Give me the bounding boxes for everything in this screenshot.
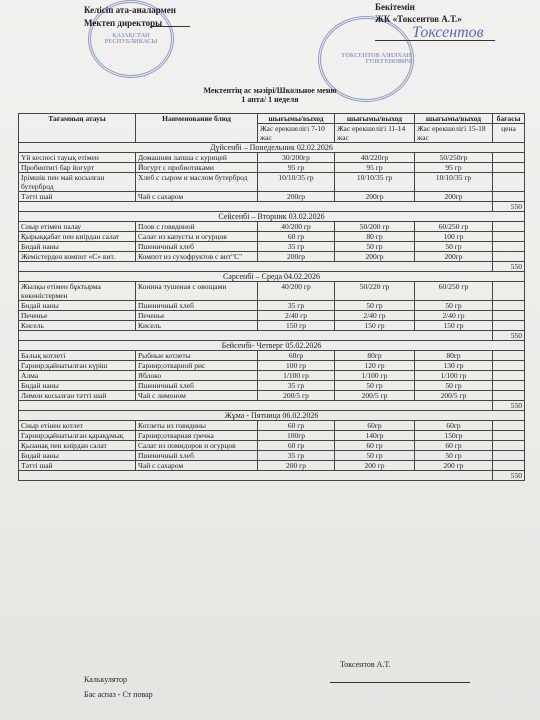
yield-11-14: 95 гр [335, 163, 415, 173]
day-title: Жұма - Пятница 06.02.2026 [19, 411, 525, 421]
total-spacer [19, 262, 493, 272]
day-total-row [19, 331, 525, 341]
yield-15-18: 50 гр [415, 451, 493, 461]
dish-name-kz: Гарнир;қайнатылған күріш [19, 361, 136, 371]
price-cell [493, 282, 525, 301]
yield-7-10: 60 гр [258, 441, 335, 451]
yield-7-10: 60гр [258, 351, 335, 361]
yield-7-10: 35 гр [258, 381, 335, 391]
dish-name-ru: Йогурт с пробиотиками [136, 163, 258, 173]
dish-name-kz: Бидай наны [19, 242, 136, 252]
menu-row [19, 192, 525, 202]
menu-row [19, 391, 525, 401]
menu-row [19, 431, 525, 441]
yield-7-10: 150 гр [258, 321, 335, 331]
yield-11-14: 50 гр [335, 381, 415, 391]
price-cell [493, 153, 525, 163]
approval-right [375, 1, 462, 25]
yield-7-10: 100 гр [258, 361, 335, 371]
dish-name-ru: Рыбные котлеты [136, 351, 258, 361]
day-total-price: 550 [493, 401, 525, 411]
dish-name-ru: Гарнир;отварная гречка [136, 431, 258, 441]
dish-name-ru: Салат из помидоров и огурцов [136, 441, 258, 451]
dish-name-ru: Салат из капусты и огурцов [136, 232, 258, 242]
yield-15-18: 150 гр [415, 321, 493, 331]
dish-name-kz: Қырыққабат пен киірдан салат [19, 232, 136, 242]
day-total-price: 550 [493, 202, 525, 212]
yield-11-14: 200 гр [335, 461, 415, 471]
yield-7-10: 60 гр [258, 232, 335, 242]
menu-row [19, 232, 525, 242]
dish-name-ru: Котлеты из говядины [136, 421, 258, 431]
dish-name-ru: Чай с лимоном [136, 391, 258, 401]
yield-15-18: 95 гр [415, 163, 493, 173]
day-total-price: 550 [493, 262, 525, 272]
price-cell [493, 351, 525, 361]
dish-name-kz: Лимон косылған тәтті шай [19, 391, 136, 401]
yield-7-10: 30/200гр [258, 153, 335, 163]
yield-11-14: 200гр [335, 192, 415, 202]
header-age-3: Жас ерекшелігі 15-18 жас [415, 124, 493, 143]
yield-11-14: 1/100 гр [335, 371, 415, 381]
dish-name-kz: Сиыр етімен палау [19, 222, 136, 232]
menu-title: Мектептің ас мәзірі/Школьное меню [203, 86, 337, 95]
yield-11-14: 50 гр [335, 451, 415, 461]
yield-7-10: 35 гр [258, 451, 335, 461]
approval-right-line2: ЖК «Токсентов А.Т.» [375, 14, 462, 24]
header-age-1: Жас ерекшелігі 7-10 жас [258, 124, 335, 143]
menu-row [19, 173, 525, 192]
dish-name-kz: Ірімшік пен май косылған бутерброд [19, 173, 136, 192]
dish-name-ru: Чай с сахаром [136, 461, 258, 471]
day-total-row [19, 471, 525, 481]
yield-15-18: 200гр [415, 252, 493, 262]
dish-name-kz: Жемістерден компот «С» вит. [19, 252, 136, 262]
header-yield-3: шығымы/выход [415, 114, 493, 124]
dish-name-kz: Тәтті шай [19, 192, 136, 202]
price-cell [493, 173, 525, 192]
menu-row [19, 321, 525, 331]
yield-15-18: 2/40 гр [415, 311, 493, 321]
approval-left-line2: Мектеп директоры [84, 18, 163, 28]
yield-11-14: 50/200 гр [335, 222, 415, 232]
menu-row [19, 351, 525, 361]
day-header-row [19, 411, 525, 421]
yield-15-18: 150гр [415, 431, 493, 441]
day-total-price: 550 [493, 331, 525, 341]
yield-7-10: 40/200 гр [258, 282, 335, 301]
yield-11-14: 150 гр [335, 321, 415, 331]
dish-name-kz: Бидай наны [19, 301, 136, 311]
stamp-left: ҚАЗАҚСТАН РЕСПУБЛИКАСЫ [88, 0, 174, 78]
yield-15-18: 60 гр [415, 441, 493, 451]
yield-7-10: 95 гр [258, 163, 335, 173]
yield-15-18: 130 гр [415, 361, 493, 371]
price-cell [493, 461, 525, 471]
dish-name-kz: Тәтті шай [19, 461, 136, 471]
dish-name-ru: Пшеничный хлеб [136, 451, 258, 461]
dish-name-kz: Бидай наны [19, 451, 136, 461]
dish-name-kz: Үй кеспесі тауық етімен [19, 153, 136, 163]
price-cell [493, 311, 525, 321]
yield-11-14: 40/220гр [335, 153, 415, 163]
dish-name-ru: Конина тушеная с овощами [136, 282, 258, 301]
price-cell [493, 391, 525, 401]
day-header-row [19, 272, 525, 282]
yield-7-10: 200 гр [258, 461, 335, 471]
yield-7-10: 40/200 гр [258, 222, 335, 232]
yield-11-14: 140гр [335, 431, 415, 441]
yield-11-14: 60гр [335, 421, 415, 431]
menu-row [19, 242, 525, 252]
price-cell [493, 232, 525, 242]
dish-name-ru: Хлеб с сыром и маслом бутерброд [136, 173, 258, 192]
price-cell [493, 192, 525, 202]
day-title: Дүйсенбі – Понедельник 02.02.2026 [19, 143, 525, 153]
dish-name-ru: Домашняя лапша с курицей [136, 153, 258, 163]
yield-15-18: 200гр [415, 192, 493, 202]
dish-name-kz: Жылқы етімен бұктырма көкөністермен [19, 282, 136, 301]
menu-row [19, 163, 525, 173]
day-title: Сәрсенбі – Среда 04.02.2026 [19, 272, 525, 282]
dish-name-kz: Балық котлеті [19, 351, 136, 361]
dish-name-ru: Гарнир;отварной рис [136, 361, 258, 371]
dish-name-kz: Сиыр етінен котлет [19, 421, 136, 431]
price-cell [493, 301, 525, 311]
price-cell [493, 421, 525, 431]
price-cell [493, 222, 525, 232]
header-yield-1: шығымы/выход [258, 114, 335, 124]
dish-name-kz: Бидай наны [19, 381, 136, 391]
menu-row [19, 361, 525, 371]
yield-15-18: 50/250гр [415, 153, 493, 163]
yield-11-14: 60 гр [335, 441, 415, 451]
yield-11-14: 200гр [335, 252, 415, 262]
menu-row [19, 252, 525, 262]
total-spacer [19, 471, 493, 481]
signature: Токсентов [412, 24, 484, 41]
yield-15-18: 1/100 гр [415, 371, 493, 381]
yield-7-10: 200гр [258, 192, 335, 202]
yield-7-10: 35 гр [258, 301, 335, 311]
yield-11-14: 2/40 гр [335, 311, 415, 321]
signer-line [330, 682, 470, 683]
dish-name-kz: Қызанақ пен киірдан салат [19, 441, 136, 451]
signature-line-right [375, 40, 495, 41]
dish-name-kz: Гарнир;қайнатылған қарақұмық [19, 431, 136, 441]
price-cell [493, 163, 525, 173]
menu-row [19, 421, 525, 431]
price-cell [493, 441, 525, 451]
day-total-row [19, 262, 525, 272]
chef-label: Бас аспаз - Ст повар [84, 690, 153, 699]
yield-7-10: 35 гр [258, 242, 335, 252]
price-cell [493, 361, 525, 371]
yield-15-18: 60гр [415, 421, 493, 431]
day-title: Сейсенбі – Вторник 03.02.2026 [19, 212, 525, 222]
day-total-row [19, 202, 525, 212]
header-name-kz: Тағамның атауы [19, 114, 136, 143]
yield-15-18: 50 гр [415, 301, 493, 311]
approval-left-line1: Келісіп ата-аналармен [84, 5, 176, 15]
yield-15-18: 50 гр [415, 381, 493, 391]
day-header-row [19, 143, 525, 153]
yield-11-14: 200/5 гр [335, 391, 415, 401]
menu-row [19, 311, 525, 321]
price-cell [493, 321, 525, 331]
price-cell [493, 431, 525, 441]
yield-15-18: 60/250 гр [415, 222, 493, 232]
header-yield-2: шығымы/выход [335, 114, 415, 124]
yield-15-18: 50 гр [415, 242, 493, 252]
price-cell [493, 381, 525, 391]
price-cell [493, 371, 525, 381]
dish-name-ru: Пшеничный хлеб [136, 242, 258, 252]
dish-name-kz: Алма [19, 371, 136, 381]
menu-table [18, 113, 525, 481]
dish-name-ru: Пшеничный хлеб [136, 301, 258, 311]
yield-11-14: 50 гр [335, 301, 415, 311]
dish-name-ru: Компот из сухофруктов с вит"С" [136, 252, 258, 262]
dish-name-ru: Кисель [136, 321, 258, 331]
yield-11-14: 80 гр [335, 232, 415, 242]
menu-row [19, 301, 525, 311]
total-spacer [19, 202, 493, 212]
menu-row [19, 441, 525, 451]
menu-row [19, 451, 525, 461]
dish-name-kz: Пробиотигі бар йогурт [19, 163, 136, 173]
dish-name-ru: Пшеничный хлеб [136, 381, 258, 391]
day-header-row [19, 341, 525, 351]
yield-11-14: 80гр [335, 351, 415, 361]
day-total-price: 550 [493, 471, 525, 481]
menu-row [19, 371, 525, 381]
yield-7-10: 1/100 гр [258, 371, 335, 381]
total-spacer [19, 401, 493, 411]
yield-11-14: 10/10/35 гр [335, 173, 415, 192]
yield-11-14: 50 гр [335, 242, 415, 252]
yield-7-10: 2/40 гр [258, 311, 335, 321]
menu-week: 1 апта/ 1 неделя [241, 95, 299, 104]
signature-line-left [150, 26, 190, 27]
dish-name-ru: Яблоко [136, 371, 258, 381]
yield-7-10: 100гр [258, 431, 335, 441]
price-cell [493, 252, 525, 262]
day-title: Бейсенбі- Четверг 05.02.2026 [19, 341, 525, 351]
menu-row [19, 222, 525, 232]
header-price: бағасы [493, 114, 525, 124]
yield-15-18: 60/250 гр [415, 282, 493, 301]
menu-row [19, 461, 525, 471]
header-name-ru: Наименование блюд [136, 114, 258, 143]
menu-row [19, 282, 525, 301]
yield-15-18: 10/10/35 гр [415, 173, 493, 192]
yield-15-18: 80гр [415, 351, 493, 361]
yield-7-10: 200/5 гр [258, 391, 335, 401]
day-total-row [19, 401, 525, 411]
menu-row [19, 381, 525, 391]
header-age-2: Жас ерекшелігі 11-14 жас [335, 124, 415, 143]
day-header-row [19, 212, 525, 222]
yield-15-18: 100 гр [415, 232, 493, 242]
total-spacer [19, 331, 493, 341]
yield-15-18: 200/5 гр [415, 391, 493, 401]
yield-11-14: 120 гр [335, 361, 415, 371]
signer-name: Токсентов А.Т. [340, 660, 391, 669]
approval-right-line1: Бекітемін [375, 2, 415, 12]
dish-name-kz: Печенье [19, 311, 136, 321]
dish-name-ru: Печенье [136, 311, 258, 321]
dish-name-kz: Кисель [19, 321, 136, 331]
calculator-label: Калькулятор [84, 675, 127, 684]
yield-7-10: 10/10/35 гр [258, 173, 335, 192]
dish-name-ru: Плов с говядиной [136, 222, 258, 232]
yield-11-14: 50/220 гр [335, 282, 415, 301]
stamp-right: ТОКСЕНТОВ АЗИЛХАН ТУЛЕГЕНОВИЧ [318, 16, 414, 102]
price-cell [493, 451, 525, 461]
yield-7-10: 60 гр [258, 421, 335, 431]
header-price-2: цена [493, 124, 525, 143]
yield-7-10: 200гр [258, 252, 335, 262]
menu-row [19, 153, 525, 163]
yield-15-18: 200 гр [415, 461, 493, 471]
price-cell [493, 242, 525, 252]
dish-name-ru: Чай с сахаром [136, 192, 258, 202]
